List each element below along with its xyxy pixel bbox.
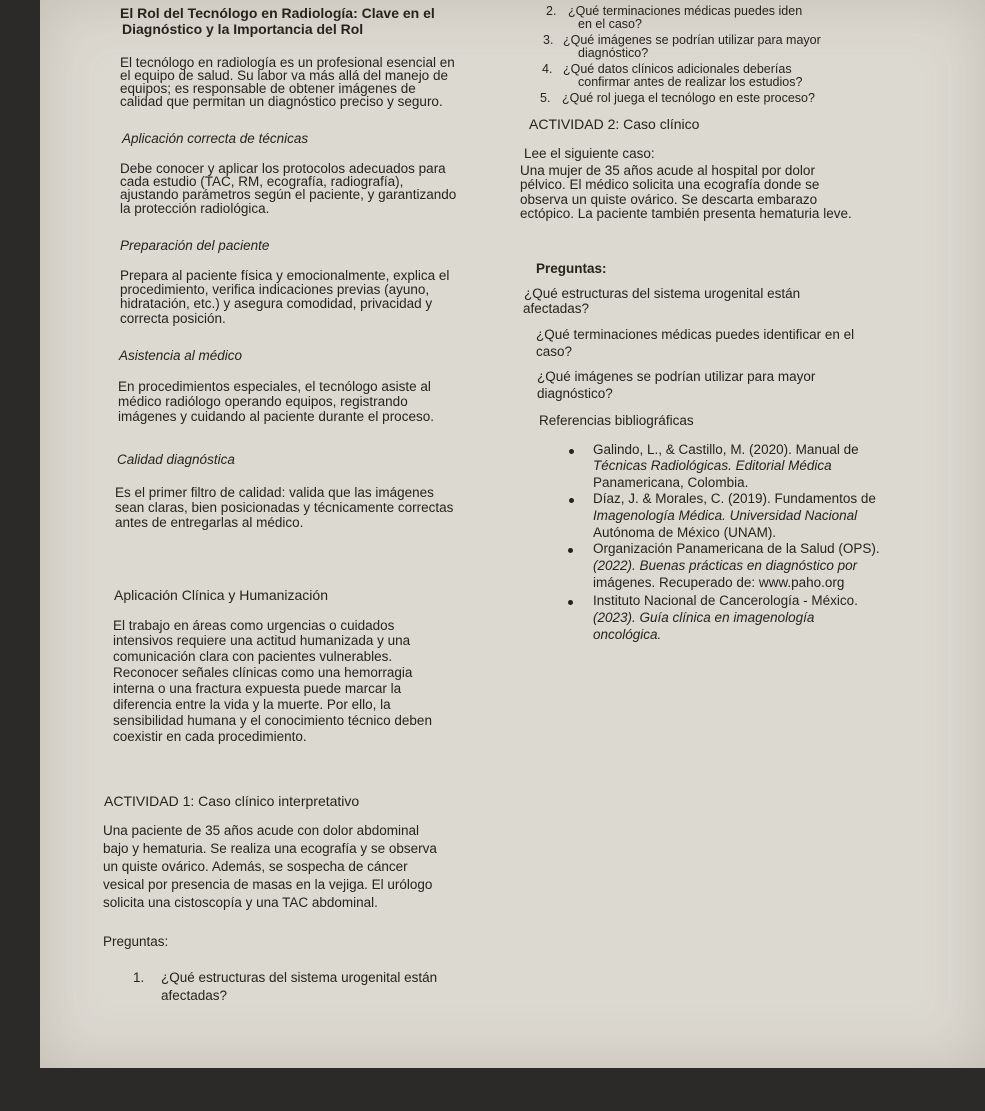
caso-line: pélvico. El médico solicita una ecografía donde se: [520, 177, 820, 192]
humanizacion-line: coexistir en cada procedimiento.: [113, 729, 307, 744]
bullet-icon: [569, 449, 574, 454]
top-question-4-line: confirmar antes de realizar los estudios?: [578, 75, 803, 89]
top-question-3-line: diagnóstico?: [578, 46, 649, 60]
asistencia-line: En procedimientos especiales, el tecnólogo asiste al: [118, 379, 431, 394]
pregunta-1-line: ¿Qué estructuras del sistema urogenital están: [524, 286, 801, 301]
pregunta-2-line: caso?: [536, 344, 573, 359]
humanizacion-line: Reconocer señales clínicas como una hemorragia: [113, 665, 413, 680]
reference-2-line: Díaz, J. & Morales, C. (2019). Fundamentos de: [593, 491, 876, 506]
intro-line: equipos; es responsable de obtener imágenes de: [120, 81, 416, 96]
top-question-number: 2.: [546, 4, 557, 18]
heading-humanizacion: Aplicación Clínica y Humanización: [114, 587, 328, 603]
intro-line: el equipo de salud. Su labor va más allá del manejo de: [120, 68, 448, 83]
actividad-1-line: Una paciente de 35 años acude con dolor abdominal: [103, 823, 419, 838]
intro-line: calidad que permitan un diagnóstico preciso y seguro.: [120, 94, 443, 109]
heading-referencias: Referencias bibliográficas: [539, 413, 694, 428]
reference-1-line: Técnicas Radiológicas. Editorial Médica: [593, 458, 832, 473]
question-number: 1.: [133, 970, 145, 985]
page-title-line1: El Rol del Tecnólogo en Radiología: Clave en el: [120, 5, 435, 21]
top-question-2-line: ¿Qué terminaciones médicas puedes iden: [568, 4, 803, 18]
preparacion-line: hidratación, etc.) y asegura comodidad, privacidad y: [120, 296, 433, 311]
question-1-line: afectadas?: [161, 988, 228, 1003]
calidad-line: antes de entregarlas al médico.: [115, 515, 304, 530]
top-question-number: 5.: [540, 91, 551, 105]
caso-line: ectópico. La paciente también presenta hematuria leve.: [520, 206, 852, 221]
humanizacion-line: intensivos requiere una actitud humanizada y una: [113, 633, 411, 648]
actividad-1-line: bajo y hematuria. Se realiza una ecografía y se observa: [103, 841, 437, 856]
tecnicas-line: Debe conocer y aplicar los protocolos adecuados para: [120, 161, 446, 176]
heading-calidad: Calidad diagnóstica: [117, 452, 235, 467]
heading-preguntas-right: Preguntas:: [536, 261, 607, 276]
actividad-1-line: vesical por presencia de masas en la vejiga. El urólogo: [103, 877, 433, 892]
page-title-line2: Diagnóstico y la Importancia del Rol: [122, 21, 364, 37]
pregunta-2-line: ¿Qué terminaciones médicas puedes identificar en el: [536, 327, 855, 342]
reference-4-line: oncológica.: [593, 627, 662, 642]
calidad-line: Es el primer filtro de calidad: valida que las imágenes: [115, 485, 434, 500]
reference-2-line: Autónoma de México (UNAM).: [593, 525, 777, 540]
preparacion-line: procedimiento, verifica indicaciones previas (ayuno,: [120, 282, 430, 297]
asistencia-line: imágenes y cuidando al paciente durante el proceso.: [118, 409, 434, 424]
reference-2-line: Imagenología Médica. Universidad Nacional: [593, 508, 858, 523]
reference-1-line: Galindo, L., & Castillo, M. (2020). Manual de: [593, 442, 859, 457]
reference-1-line: Panamericana, Colombia.: [593, 475, 749, 490]
pregunta-3-line: diagnóstico?: [537, 386, 613, 401]
tecnicas-line: cada estudio (TAC, RM, ecografía, radiografía),: [120, 174, 404, 189]
heading-actividad-2: ACTIVIDAD 2: Caso clínico: [529, 116, 700, 132]
bullet-icon: [569, 498, 574, 503]
preparacion-line: Prepara al paciente física y emocionalmente, explica el: [120, 268, 450, 283]
document-page: [40, 0, 985, 1068]
top-question-4-line: ¿Qué datos clínicos adicionales deberías: [563, 62, 792, 76]
bullet-icon: [568, 600, 573, 605]
top-question-3-line: ¿Qué imágenes se podrían utilizar para mayor: [563, 33, 821, 47]
reference-4-line: (2023). Guía clínica en imagenología: [593, 610, 815, 625]
asistencia-line: médico radiólogo operando equipos, registrando: [118, 394, 408, 409]
top-question-5: ¿Qué rol juega el tecnólogo en este proceso?: [562, 91, 815, 105]
actividad-1-line: un quiste ovárico. Además, se sospecha de cáncer: [103, 859, 408, 874]
intro-line: El tecnólogo en radiología es un profesional esencial en: [120, 55, 455, 70]
pregunta-3-line: ¿Qué imágenes se podrían utilizar para mayor: [537, 369, 816, 384]
top-question-number: 3.: [543, 33, 554, 47]
actividad-1-line: solicita una cistoscopía y una TAC abdominal.: [103, 895, 378, 910]
top-question-number: 4.: [542, 62, 553, 76]
bullet-icon: [568, 548, 573, 553]
lee-el-caso: Lee el siguiente caso:: [524, 146, 655, 161]
heading-actividad-1: ACTIVIDAD 1: Caso clínico interpretativo: [104, 793, 360, 809]
caso-line: Una mujer de 35 años acude al hospital por dolor: [520, 163, 815, 178]
heading-tecnicas: Aplicación correcta de técnicas: [122, 131, 309, 146]
humanizacion-line: El trabajo en áreas como urgencias o cuidados: [113, 618, 395, 633]
heading-preguntas-left: Preguntas:: [103, 934, 169, 949]
reference-3-line: imágenes. Recuperado de: www.paho.org: [593, 575, 845, 590]
reference-4-line: Instituto Nacional de Cancerología - México.: [593, 593, 858, 608]
humanizacion-line: sensibilidad humana y el conocimiento técnico deben: [113, 713, 432, 728]
tecnicas-line: ajustando parámetros según el paciente, y garantizando: [120, 187, 457, 202]
heading-asistencia: Asistencia al médico: [119, 348, 243, 363]
preparacion-line: correcta posición.: [120, 311, 226, 326]
humanizacion-line: interna o una fractura expuesta puede marcar la: [113, 681, 402, 696]
tecnicas-line: la protección radiológica.: [120, 201, 270, 216]
heading-preparacion: Preparación del paciente: [120, 238, 270, 253]
humanizacion-line: diferencia entre la vida y la muerte. Por ello, la: [113, 697, 391, 712]
reference-3-line: Organización Panamericana de la Salud (OPS).: [593, 541, 880, 556]
caso-line: observa un quiste ovárico. Se descarta embarazo: [520, 192, 818, 207]
calidad-line: sean claras, bien posicionadas y técnicamente correctas: [115, 500, 454, 515]
humanizacion-line: comunicación clara con pacientes vulnerables.: [113, 649, 393, 664]
question-1-line: ¿Qué estructuras del sistema urogenital están: [161, 970, 438, 985]
top-question-2-line: en el caso?: [578, 17, 642, 31]
pregunta-1-line: afectadas?: [523, 301, 590, 316]
reference-3-line: (2022). Buenas prácticas en diagnóstico por: [593, 558, 858, 573]
